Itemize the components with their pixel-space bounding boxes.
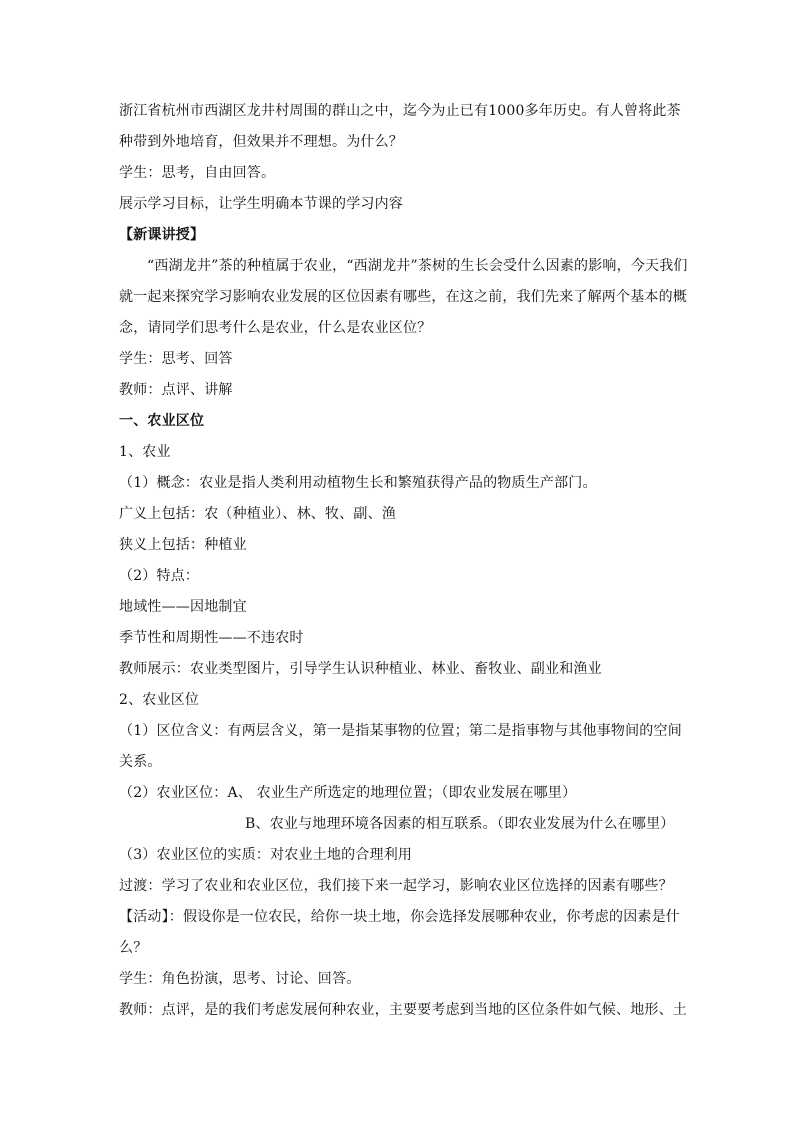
text-line: （1）概念：农业是指人类利用动植物生长和繁殖获得产品的物质生产部门。 — [119, 475, 597, 491]
text-line: 广义上包括：农（种植业）、林、牧、副、渔 — [119, 506, 396, 522]
text-line: 教师展示：农业类型图片，引导学生认识种植业、林业、畜牧业、副业和渔业 — [119, 661, 602, 677]
section-heading: 【新课讲授】 — [119, 227, 205, 243]
text-line: 关系。 — [119, 754, 162, 770]
text-line: 教师：点评，是的我们考虑发展何种农业，主要要考虑到当地的区位条件如气候、地形、土 — [119, 1002, 687, 1018]
subheading: 2、农业区位 — [119, 692, 200, 708]
text-line: 地域性——因地制宜 — [119, 599, 247, 615]
text-line: （3）农业区位的实质：对农业土地的合理利用 — [119, 847, 413, 863]
text-line: 浙江省杭州市西湖区龙井村周围的群山之中，迄今为止已有1000多年历史。有人曾将此茶 — [119, 103, 681, 119]
text-line: （1）区位含义：有两层含义，第一是指某事物的位置；第二是指事物与其他事物间的空间 — [119, 723, 682, 739]
paragraph-line: 念，请同学们思考什么是农业，什么是农业区位？ — [119, 320, 432, 336]
text-line: 过渡：学习了农业和农业区位，我们接下来一起学习，影响农业区位选择的因素有哪些？ — [119, 878, 673, 894]
text-line: 季节性和周期性——不违农时 — [119, 630, 304, 646]
text-line: 教师：点评、讲解 — [119, 382, 233, 398]
text-line: （2）农业区位：A、 农业生产所选定的地理位置；（即农业发展在哪里） — [119, 785, 577, 801]
activity-line: 么？ — [119, 940, 148, 956]
text-line: 学生：思考、回答 — [119, 351, 233, 367]
text-line: 种带到外地培育，但效果并不理想。为什么？ — [119, 134, 403, 150]
text-line: 学生：角色扮演，思考、讨论、回答。 — [119, 971, 361, 987]
document-page — [119, 96, 688, 1026]
text-line: 展示学习目标，让学生明确本节课的学习内容 — [119, 196, 403, 212]
text-line: （2）特点： — [119, 568, 200, 584]
section-heading: 一、农业区位 — [119, 413, 205, 429]
text-line: B、农业与地理环境各因素的相互联系。（即农业发展为什么在哪里） — [245, 816, 675, 832]
text-line: 狭义上包括：种植业 — [119, 537, 247, 553]
subheading: 1、农业 — [119, 444, 171, 460]
activity-line: 【活动】：假设你是一位农民，给你一块土地，你会选择发展哪种农业，你考虑的因素是什 — [119, 909, 680, 925]
text-line: 学生：思考，自由回答。 — [119, 165, 276, 181]
paragraph-line: 就一起来探究学习影响农业发展的区位因素有哪些，在这之前，我们先来了解两个基本的概 — [119, 289, 687, 305]
paragraph-line: “西湖龙井”茶的种植属于农业，“西湖龙井”茶树的生长会受什么因素的影响，今天我们 — [147, 258, 688, 274]
